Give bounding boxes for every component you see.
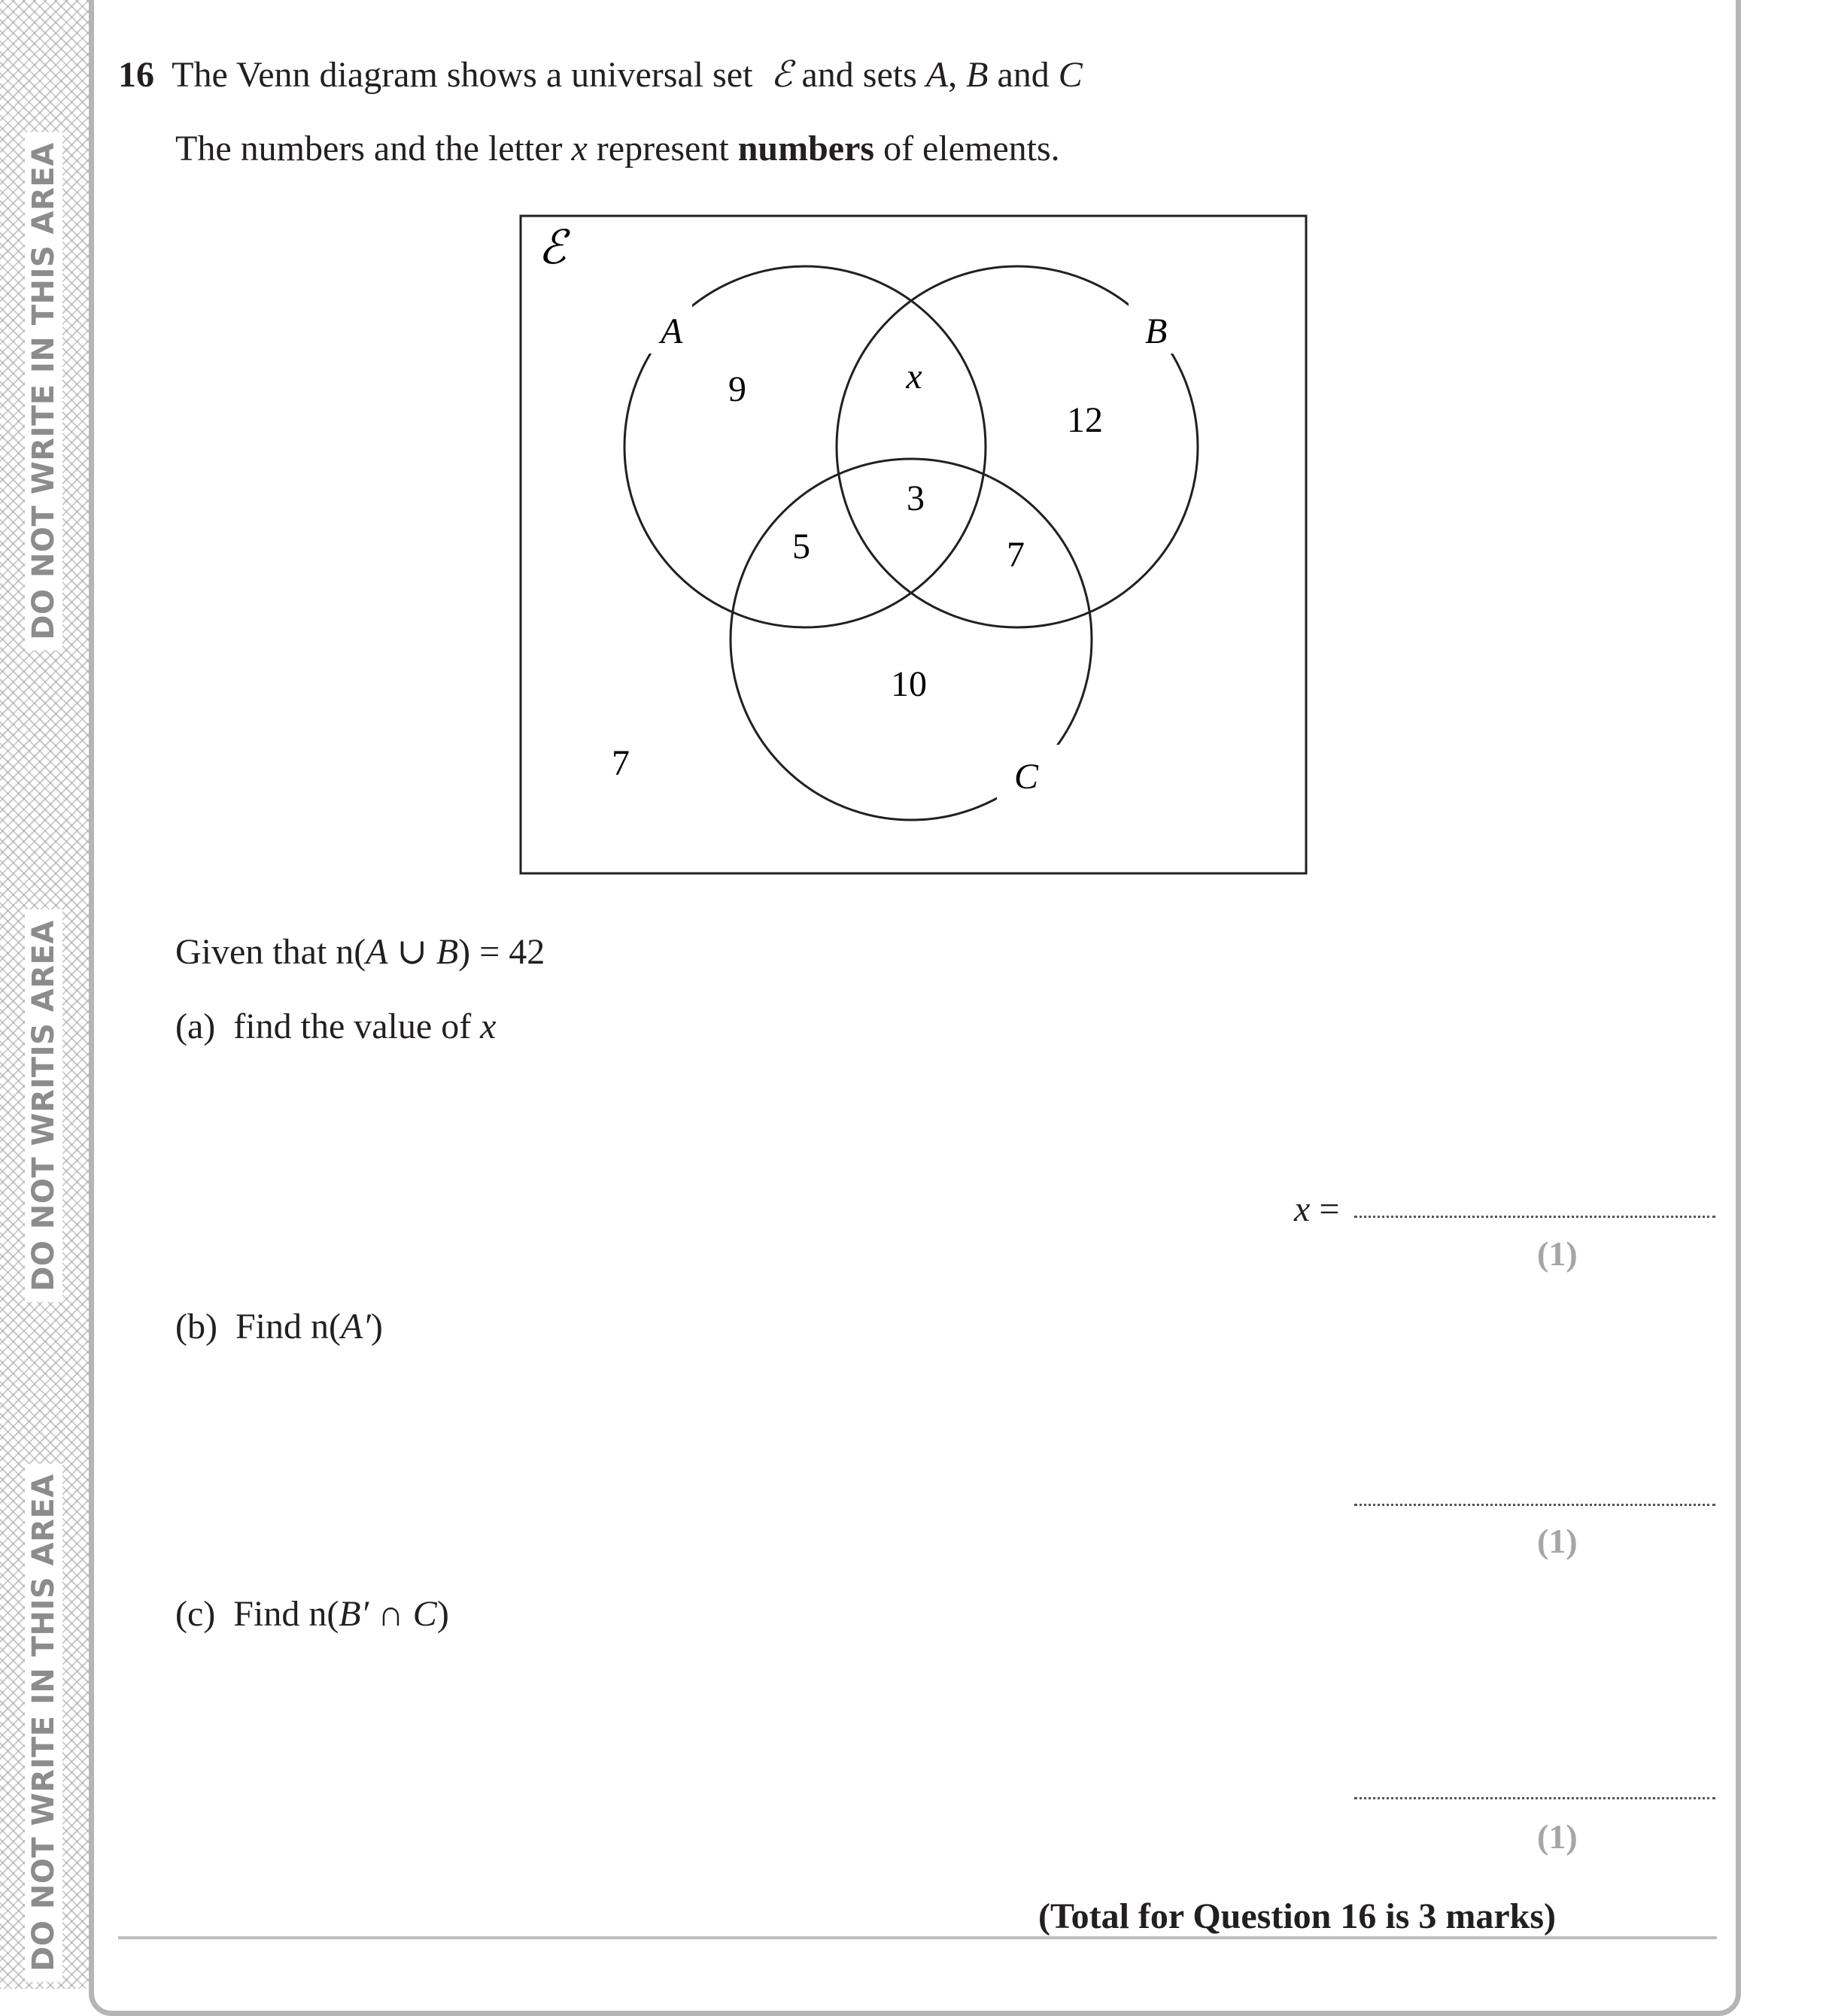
part-a-answer-line[interactable] xyxy=(1354,1216,1715,1218)
question-text-1b: and sets xyxy=(801,55,917,95)
part-c-answer-line[interactable] xyxy=(1354,1797,1715,1799)
region-a-b-c: 3 xyxy=(907,478,925,518)
venn-diagram xyxy=(519,211,1317,880)
given-b: B xyxy=(436,932,459,972)
universal-set-label: ℰ xyxy=(538,223,567,274)
set-c-ref: C xyxy=(1058,55,1083,95)
comma: , xyxy=(948,55,958,95)
part-b-marks: (1) xyxy=(1537,1522,1578,1560)
given-a: A xyxy=(366,932,388,972)
x-ref: x xyxy=(571,129,588,169)
part-c-cap: ∩ xyxy=(369,1594,413,1634)
question-text-2c: of elements. xyxy=(883,129,1060,169)
part-b-prompt xyxy=(175,1306,383,1348)
set-a-ref: A xyxy=(925,55,949,95)
set-c-label: C xyxy=(1014,757,1039,797)
region-c-only: 10 xyxy=(891,664,927,704)
given-prefix: Given that n( xyxy=(175,932,366,972)
margin-warning-middle: DO NOT WRITIS AREA xyxy=(25,909,62,1302)
part-c-label: (c) xyxy=(175,1594,216,1634)
region-a-only: 9 xyxy=(728,369,746,409)
part-a-x: x xyxy=(480,1006,497,1046)
and-word: and xyxy=(997,55,1050,95)
part-b-label: (b) xyxy=(175,1307,217,1347)
part-c-text: Find n( xyxy=(233,1594,339,1634)
part-a-text: find the value of xyxy=(233,1006,472,1046)
region-outside: 7 xyxy=(612,743,630,783)
given-suffix: ) = 42 xyxy=(458,932,545,972)
question-text-2b: represent xyxy=(596,129,729,169)
numbers-bold: numbers xyxy=(737,129,875,169)
part-b-text: Find n( xyxy=(235,1307,341,1347)
answer-x-var: x xyxy=(1294,1189,1311,1229)
question-text-1a: The Venn diagram shows a universal set xyxy=(172,55,753,95)
given-statement xyxy=(175,931,545,973)
answer-equals: = xyxy=(1310,1189,1340,1229)
part-c-marks: (1) xyxy=(1537,1817,1578,1856)
part-a-label: (a) xyxy=(175,1006,216,1046)
part-b-answer-line[interactable] xyxy=(1354,1504,1715,1506)
part-a-answer-label xyxy=(1294,1189,1339,1231)
set-b-label: B xyxy=(1145,311,1168,351)
question-line-2 xyxy=(175,128,1060,170)
total-marks: (Total for Question 16 is 3 marks) xyxy=(1038,1896,1557,1936)
part-a-prompt xyxy=(175,1006,496,1048)
region-b-and-c-only: 7 xyxy=(1007,535,1025,575)
part-c-b-prime: B′ xyxy=(339,1594,369,1634)
region-b-only: 12 xyxy=(1067,400,1103,440)
part-b-close: ) xyxy=(370,1307,383,1347)
set-b-ref: B xyxy=(966,55,989,95)
margin-warning-top: DO NOT WRITE IN THIS AREA xyxy=(25,132,62,650)
part-c-prompt xyxy=(175,1593,449,1635)
part-b-a-prime: A′ xyxy=(340,1307,371,1347)
part-c-c: C xyxy=(412,1594,437,1634)
universal-set-symbol: ℰ xyxy=(770,55,793,95)
region-a-and-c-only: 5 xyxy=(792,527,810,566)
do-not-write-margin xyxy=(0,0,90,1989)
universal-set-box xyxy=(521,216,1306,873)
question-header xyxy=(118,54,1083,96)
part-a-marks: (1) xyxy=(1537,1234,1578,1273)
margin-warning-bottom: DO NOT WRITE IN THIS AREA xyxy=(25,1463,62,1981)
question-number: 16 xyxy=(118,55,154,95)
given-union: ∪ xyxy=(387,932,436,972)
part-c-close: ) xyxy=(436,1594,449,1634)
region-a-and-b-only: x xyxy=(906,357,922,396)
question-text-2a: The numbers and the letter xyxy=(175,129,563,169)
set-a-label: A xyxy=(661,311,683,351)
bottom-rule xyxy=(118,1936,1717,1939)
